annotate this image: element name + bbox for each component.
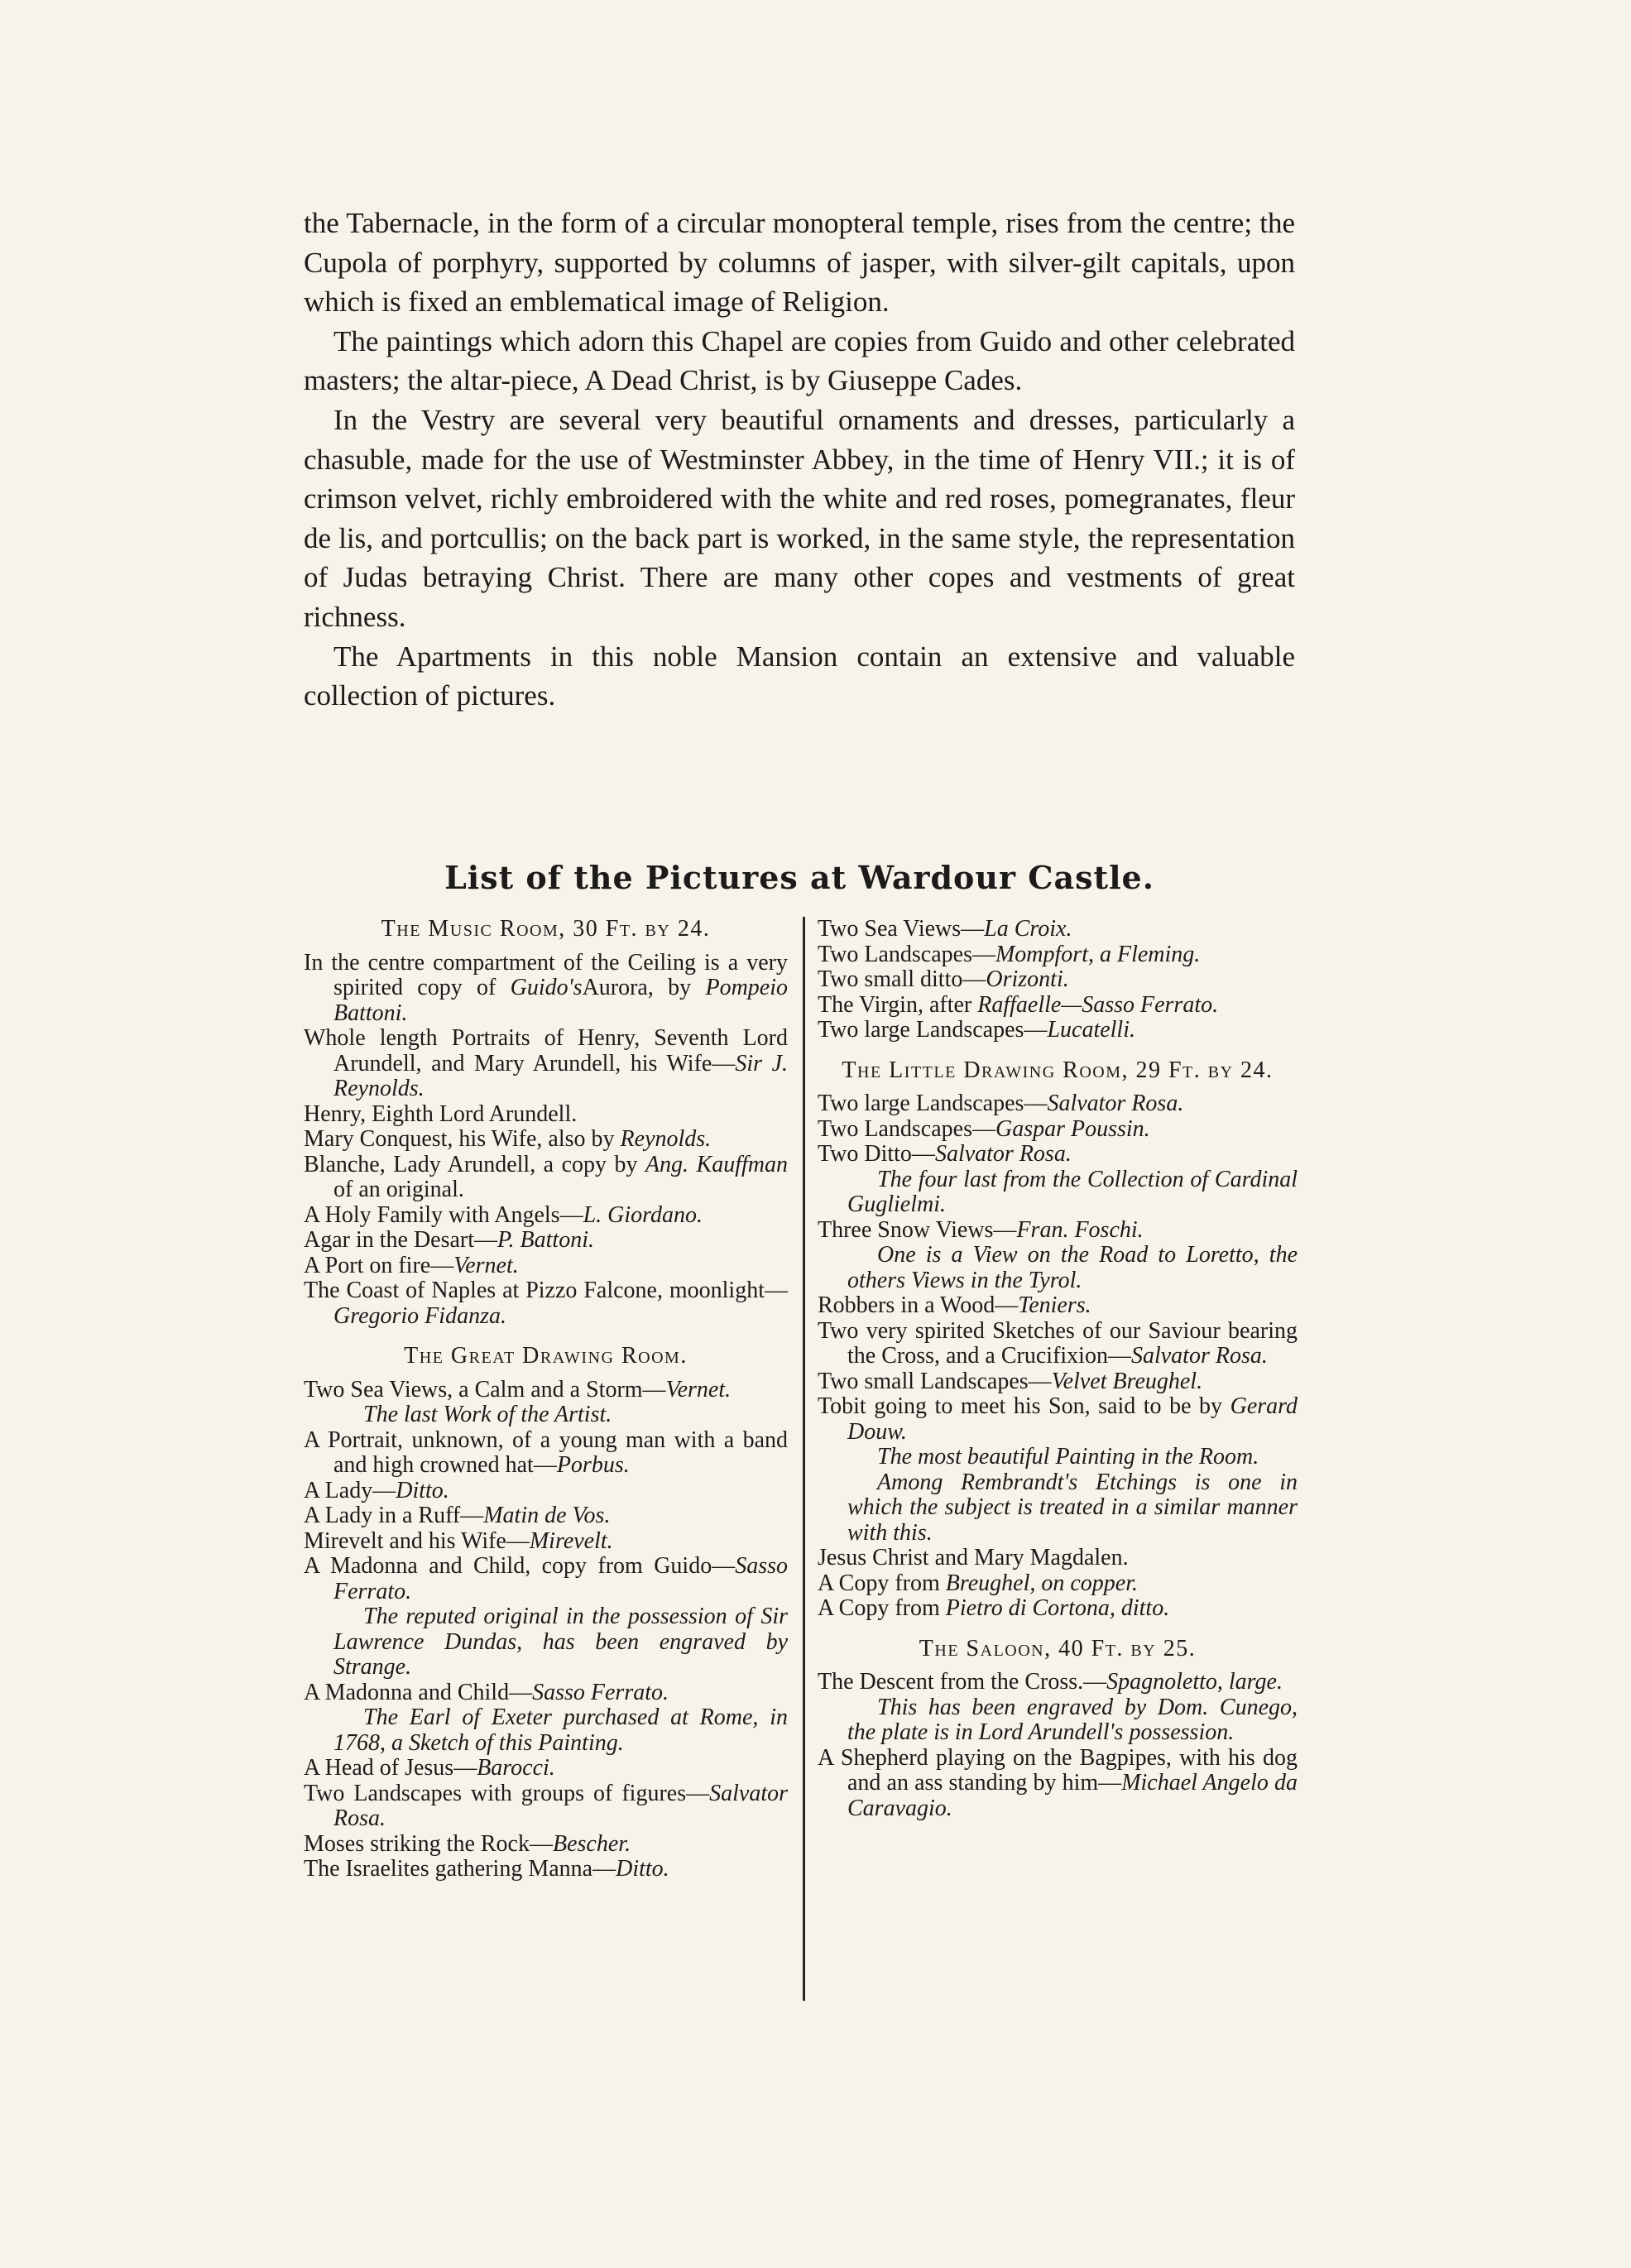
picture-entry — [818, 1746, 1298, 1822]
picture-entry — [818, 1018, 1298, 1043]
picture-artist: P. Battoni. — [497, 1227, 594, 1253]
picture-title: Two very spirited Sketches of our Saviour bearing the Cross, and a Crucifixion— — [818, 1317, 1298, 1369]
picture-entry — [304, 1529, 788, 1555]
picture-title: Whole length Portraits of Henry, Seventh Lord Arundell, and Mary Arundell, his Wife— — [304, 1025, 788, 1076]
picture-entry — [818, 1319, 1298, 1369]
picture-note: Among Rembrandt's Etchings is one in which the subject is treated in a similar manner with this. — [847, 1469, 1298, 1546]
paragraph: The paintings which adorn this Chapel are copies from Guido and other celebrated masters; the altar-piece, A Dead Christ, is by Giuseppe Cades. — [304, 324, 1295, 397]
picture-artist: Sir J. Reynolds. — [333, 1050, 788, 1101]
picture-artist: Salvator Rosa. — [1130, 1343, 1268, 1369]
picture-entry — [304, 1026, 788, 1102]
picture-entry — [818, 1670, 1298, 1695]
picture-entry — [304, 1254, 788, 1279]
picture-title: Two Ditto— — [818, 1141, 935, 1167]
picture-title: The Israelites gathering Manna— — [304, 1856, 616, 1882]
picture-title: Moses striking the Rock— — [304, 1830, 553, 1857]
column-divider — [803, 917, 805, 2001]
picture-entry — [818, 1117, 1298, 1143]
picture-artist: L. Giordano. — [583, 1201, 703, 1228]
room-heading: The Music Room, 30 Ft. by 24. — [381, 916, 711, 942]
picture-artist: Ditto. — [616, 1856, 669, 1882]
picture-artist: Michael Angelo da Caravagio. — [847, 1770, 1298, 1821]
picture-entry — [304, 1756, 788, 1781]
picture-title: of an original. — [333, 1177, 464, 1202]
picture-note: The Earl of Exeter purchased at Rome, in 1768, a Sketch of this Painting. — [333, 1705, 788, 1756]
picture-title: Two Sea Views, a Calm and a Storm— — [304, 1376, 666, 1403]
picture-entry — [818, 1142, 1298, 1168]
picture-artist: Gerard Douw. — [847, 1393, 1298, 1445]
picture-artist: Raffaelle—Sasso Ferrato. — [977, 991, 1219, 1018]
picture-title: Mirevelt and his Wife— — [304, 1527, 530, 1554]
picture-entry — [818, 1546, 1298, 1571]
picture-note: This has been engraved by Dom. Cunego, the plate is in Lord Arundell's possession. — [847, 1694, 1298, 1745]
picture-title: The Virgin, after — [818, 991, 978, 1018]
picture-artist: Salvator Rosa. — [934, 1141, 1072, 1167]
picture-title: The Coast of Naples at Pizzo Falcone, moonlight— — [304, 1278, 788, 1303]
picture-note: The four last from the Collection of Cardinal Guglielmi. — [847, 1166, 1298, 1217]
picture-artist: Guido's — [510, 975, 583, 1000]
picture-artist: Mompfort, a Fleming. — [995, 941, 1201, 967]
body-text — [304, 204, 1295, 716]
picture-artist: Spagnoletto, large. — [1106, 1669, 1283, 1695]
picture-title: Jesus Christ and Mary Magdalen. — [818, 1545, 1129, 1570]
picture-title: A Lady— — [304, 1477, 396, 1503]
picture-entry — [304, 1153, 788, 1203]
picture-artist: La Croix. — [984, 916, 1072, 942]
picture-note: The last Work of the Artist. — [363, 1402, 612, 1427]
picture-title: A Copy from — [818, 1570, 946, 1596]
picture-entry — [818, 1394, 1298, 1445]
picture-artist: Sasso Ferrato. — [532, 1679, 669, 1705]
picture-artist: Sasso Ferrato. — [333, 1553, 788, 1604]
picture-title: Blanche, Lady Arundell, a copy by — [304, 1151, 645, 1177]
picture-artist: Mirevelt. — [529, 1527, 613, 1554]
picture-entry — [304, 1832, 788, 1858]
picture-title: Agar in the Desart— — [304, 1227, 498, 1253]
picture-title: Three Snow Views— — [818, 1216, 1017, 1243]
picture-title: Aurora, by — [582, 975, 706, 1000]
left-column — [304, 917, 788, 1882]
picture-entry — [818, 1293, 1298, 1319]
picture-note: The most beautiful Painting in the Room. — [877, 1444, 1259, 1470]
room-heading: The Great Drawing Room. — [404, 1343, 688, 1369]
picture-note: The reputed original in the possession of Sir Lawrence Dundas, has been engraved by Strange. — [333, 1604, 788, 1680]
picture-entry — [818, 967, 1298, 993]
picture-entry — [818, 1091, 1298, 1117]
picture-entry — [304, 951, 788, 1027]
list-heading: List of the Pictures at Wardour Castle. — [444, 859, 1154, 896]
picture-title: Two Landscapes— — [818, 941, 995, 967]
right-column — [818, 917, 1298, 1821]
picture-entry — [304, 1102, 788, 1128]
picture-entry — [304, 1681, 788, 1706]
picture-note: One is a View on the Road to Loretto, the others Views in the Tyrol. — [847, 1242, 1298, 1293]
picture-artist: Ang. Kauffman — [645, 1151, 788, 1177]
picture-artist: Porbus. — [556, 1452, 630, 1478]
picture-entry — [304, 1203, 788, 1229]
picture-artist: Salvator Rosa. — [333, 1780, 788, 1831]
picture-entry — [818, 942, 1298, 968]
picture-entry — [818, 1596, 1298, 1622]
picture-title: Two Landscapes with groups of figures— — [304, 1780, 710, 1806]
picture-title: Robbers in a Wood— — [818, 1292, 1019, 1318]
picture-title: A Port on fire— — [304, 1252, 454, 1278]
picture-artist: Vernet. — [665, 1376, 732, 1403]
picture-artist: Gregorio Fidanza. — [333, 1302, 506, 1329]
picture-entry — [304, 1278, 788, 1329]
picture-title: A Shepherd playing on the Bagpipes, with his dog and an ass standing by him— — [818, 1744, 1298, 1796]
picture-entry — [304, 1378, 788, 1403]
picture-title: A Madonna and Child, copy from Guido— — [304, 1553, 736, 1579]
room-heading: The Saloon, 40 Ft. by 25. — [919, 1635, 1197, 1661]
picture-entry — [818, 993, 1298, 1019]
picture-entry — [304, 1554, 788, 1604]
picture-artist: Pompeio Battoni. — [333, 975, 789, 1026]
picture-title: A Lady in a Ruff— — [304, 1503, 484, 1528]
picture-entry — [304, 1781, 788, 1832]
picture-artist: Gaspar Poussin. — [995, 1115, 1150, 1142]
picture-title: Two Landscapes— — [818, 1115, 995, 1142]
picture-artist: Breughel, on copper. — [945, 1570, 1139, 1596]
picture-artist: Teniers. — [1018, 1292, 1091, 1318]
picture-artist: Reynolds. — [620, 1126, 712, 1152]
picture-title: A Portrait, unknown, of a young man with a band and high crowned hat— — [304, 1426, 788, 1478]
picture-title: In the centre compartment of the Ceiling is a very spirited copy of — [304, 949, 788, 1000]
picture-artist: Orizonti. — [986, 966, 1069, 992]
picture-entry — [304, 1228, 788, 1254]
picture-entry — [818, 1571, 1298, 1597]
picture-entry — [818, 1218, 1298, 1244]
picture-title: Two small Landscapes— — [818, 1368, 1052, 1394]
picture-title: Two small ditto— — [818, 966, 986, 992]
picture-title: Tobit going to meet his Son, said to be by — [818, 1393, 1230, 1419]
picture-entry — [304, 1479, 788, 1504]
picture-entry — [304, 1428, 788, 1479]
picture-title: A Madonna and Child— — [304, 1679, 533, 1705]
picture-entry — [818, 917, 1298, 942]
picture-entry — [818, 1369, 1298, 1395]
picture-artist: Pietro di Cortona, ditto. — [945, 1595, 1170, 1621]
paragraph: the Tabernacle, in the form of a circular monopteral temple, rises from the centre; the Cupola of porphyry, supported by columns of jasper, with silver-gilt capitals, upon which is fixed an emblematical image of Religion. — [304, 207, 1295, 319]
picture-artist: Salvator Rosa. — [1047, 1091, 1184, 1116]
picture-artist: Barocci. — [477, 1755, 555, 1781]
picture-title: Two large Landscapes— — [818, 1017, 1048, 1043]
paragraph: In the Vestry are several very beautiful ornaments and dresses, particularly a chasuble, made for the use of Westminster Abbey, in the time of Henry VII.; it is of crimson velvet, richly embroidered with the white and red roses, pomegranates, fleur de lis, and portcullis; on the back part is worked, in the same style, the representation of Judas betraying Christ. There are many other copes and vestments of great richness. — [304, 403, 1295, 633]
picture-entry — [304, 1503, 788, 1529]
picture-artist: Velvet Breughel. — [1051, 1368, 1203, 1394]
paragraph: The Apartments in this noble Mansion contain an extensive and valuable collection of pictures. — [304, 640, 1295, 712]
picture-title: A Copy from — [818, 1595, 946, 1621]
picture-artist: Bescher. — [553, 1830, 631, 1857]
picture-artist: Vernet. — [453, 1252, 519, 1278]
room-heading: The Little Drawing Room, 29 Ft. by 24. — [842, 1057, 1274, 1083]
picture-artist: Lucatelli. — [1047, 1017, 1135, 1043]
picture-title: Mary Conquest, his Wife, also by — [304, 1126, 621, 1152]
picture-entry — [304, 1857, 788, 1882]
picture-title: The Descent from the Cross.— — [818, 1669, 1107, 1695]
picture-artist: Fran. Foschi. — [1016, 1216, 1144, 1243]
picture-title: A Holy Family with Angels— — [304, 1201, 583, 1228]
picture-title: Two Sea Views— — [818, 916, 985, 942]
picture-title: Henry, Eighth Lord Arundell. — [304, 1100, 578, 1127]
picture-artist: Matin de Vos. — [483, 1503, 611, 1528]
picture-artist: Ditto. — [396, 1477, 449, 1503]
picture-title: Two large Landscapes— — [818, 1091, 1048, 1116]
picture-entry — [304, 1127, 788, 1153]
picture-title: A Head of Jesus— — [304, 1755, 477, 1781]
